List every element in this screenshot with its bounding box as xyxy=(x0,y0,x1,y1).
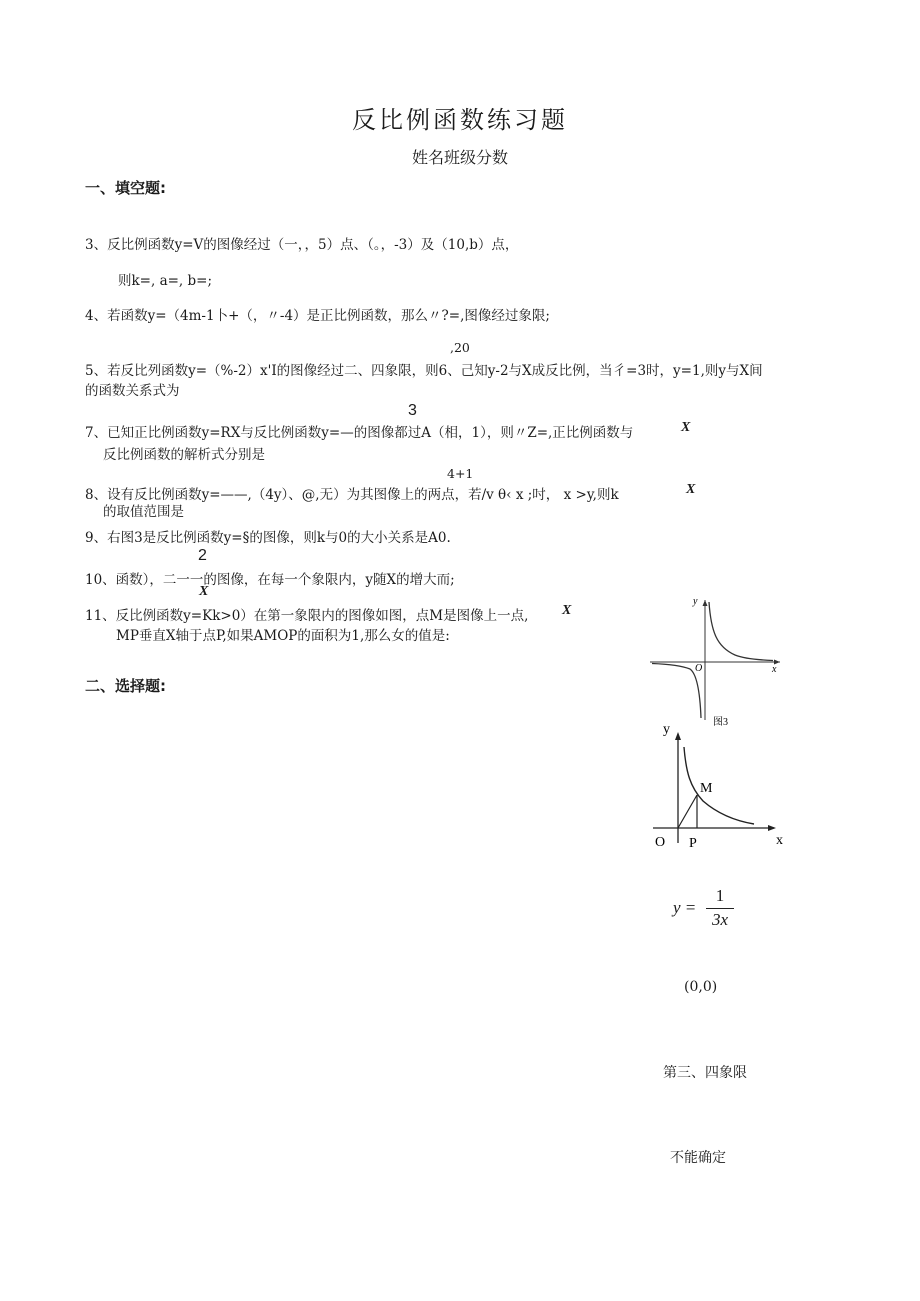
answer-coordinate: (0,0) xyxy=(684,979,718,995)
figm-y-label: y xyxy=(663,722,670,737)
question-8-superscript: 4+1 xyxy=(447,466,474,481)
fig3-caption: 图3 xyxy=(713,717,728,728)
answer-unknown: 不能确定 xyxy=(670,1150,726,1166)
question-9: 9、右图3是反比例函数y=§的图像，则k与0的大小关系是A0. xyxy=(85,530,451,546)
answer-quadrant: 第三、四象限 xyxy=(663,1065,747,1081)
page-title: 反比例函数练习题 xyxy=(352,106,568,134)
section-fill-heading: 一、填空题: xyxy=(85,179,166,197)
question-5-line1: 5、若反比列函数y=（%-2）x'I的图像经过二、四象限，则6、己知y-2与X成反比例，当彳=3时，y=1,则y与X间 xyxy=(85,363,763,379)
fig3-x-label: x xyxy=(772,664,777,675)
figm-m-label: M xyxy=(700,781,713,796)
question-8-line1: 8、设有反比例函数y=——,（4y）、@,无）为其图像上的两点，若/v θ‹ x ;吋， x >y,则k xyxy=(85,487,619,503)
fig3-y-label: y xyxy=(693,596,698,607)
segment-om xyxy=(678,795,697,828)
figure-3-hyperbola xyxy=(645,592,790,734)
formula-numerator: 1 xyxy=(715,886,725,905)
hyperbola-branch-q1 xyxy=(709,602,773,661)
question-3-line1: 3、反比例函数y=V的图像经过（一，，5）点、（。，-3）及（10,b）点， xyxy=(85,237,519,253)
question-7-superscript: 3 xyxy=(408,402,417,419)
question-5-line2: 的函数关系式为 xyxy=(85,383,180,399)
question-11-line2: MP垂直X轴于点P,如果AMOP的面积为1,那么女的值是: xyxy=(116,628,450,644)
question-11-line1: 11、反比例函数y=Kk>0）在第一象限内的图像如图，点M是图像上一点, xyxy=(85,608,529,624)
question-8-x-symbol: X xyxy=(686,482,696,497)
fig3-origin-label: O xyxy=(695,663,703,674)
page-subtitle: 姓名班级分数 xyxy=(411,148,508,167)
formula-lhs: y = xyxy=(673,898,697,917)
question-7-line2: 反比例函数的解析式分别是 xyxy=(103,447,265,463)
question-7-x-symbol: X xyxy=(681,420,691,435)
question-5-superscript: ,20 xyxy=(450,340,470,355)
question-11-x-symbol: X xyxy=(562,603,572,618)
question-4: 4、若函数y=（4m-1卜+（，〃-4）是正比例函数，那么〃?=,图像经过象限; xyxy=(85,308,550,324)
question-7-line1: 7、已知正比例函数y=RX与反比例函数y=—的图像都过A（相，1），则〃Z=,正比例函数与 xyxy=(85,425,634,441)
section-choice-heading: 二、选择题: xyxy=(85,677,166,695)
formula-denominator: 3x xyxy=(711,910,729,929)
figure-m-hyperbola xyxy=(648,717,793,857)
figm-x-label: x xyxy=(776,833,783,848)
question-3-line2: 则k=, a=, b=; xyxy=(118,273,213,289)
question-8-line2: 的取值范围是 xyxy=(103,504,184,520)
question-10-x-symbol: X xyxy=(199,584,209,599)
question-10-line: 10、函数），二一一的图像，在每一个象限内，y随X的增大而; xyxy=(85,572,455,588)
figm-origin-label: O xyxy=(655,835,666,850)
hyperbola-branch-q3 xyxy=(652,664,701,719)
formula-fraction-bar xyxy=(706,908,734,909)
hyperbola-curve xyxy=(684,747,754,824)
question-10-superscript: 2 xyxy=(198,547,207,564)
figm-p-label: P xyxy=(689,836,697,851)
